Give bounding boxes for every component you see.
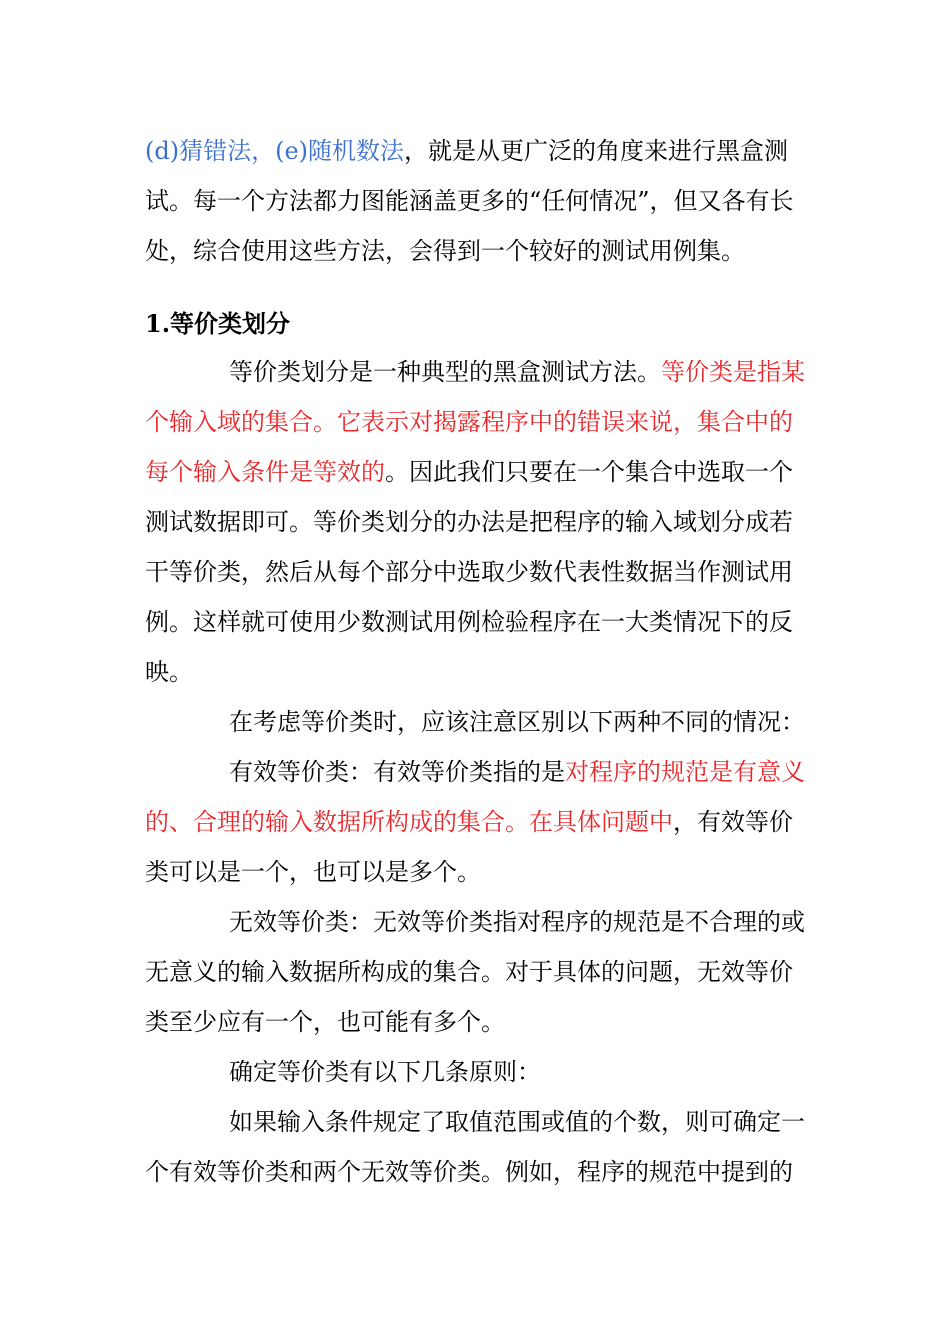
paragraph-1-highlight: 等价类是指某个输入域的集合。它表示对揭露程序中的错误来说，集合中的每个输入条件是等效的 bbox=[145, 358, 805, 486]
paragraph-3 bbox=[145, 747, 807, 897]
paragraph-1-text-b: 。因此我们只要在一个集合中选取一个测试数据即可。等价类划分的办法是把程序的输入域划分成若干等价类，然后从每个部分中选取少数代表性数据当作测试用例。这样就可使用少数测试用例检验程序在一大类情况下的反映。 bbox=[145, 458, 793, 686]
paragraph-1-text-a: 等价类划分是一种典型的黑盒测试方法。 bbox=[229, 358, 661, 386]
intro-paragraph bbox=[145, 126, 807, 276]
paragraph-6: 如果输入条件规定了取值范围或值的个数，则可确定一个有效等价类和两个无效等价类。例如，程序的规范中提到的 bbox=[145, 1108, 805, 1186]
paragraph-2: 在考虑等价类时，应该注意区别以下两种不同的情况： bbox=[229, 708, 805, 736]
paragraph-3-highlight: 对程序的规范是有意义的、合理的输入数据所构成的集合。在具体问题中 bbox=[145, 758, 805, 836]
paragraph-3-text-b: ，有效等价类可以是一个，也可以是多个。 bbox=[145, 808, 793, 886]
intro-text: ，就是从更广泛的角度来进行黑盒测试。每一个方法都力图能涵盖更多的“任何情况”，但又各有长处，综合使用这些方法，会得到一个较好的测试用例集。 bbox=[145, 137, 794, 265]
paragraph-3-text-a: 有效等价类：有效等价类指的是 bbox=[229, 758, 565, 786]
paragraph-1 bbox=[145, 347, 807, 697]
paragraph-5: 确定等价类有以下几条原则： bbox=[229, 1058, 541, 1086]
intro-blue-text-1: (d)猜错法， bbox=[145, 137, 276, 165]
paragraph-4: 无效等价类：无效等价类指对程序的规范是不合理的或无意义的输入数据所构成的集合。对于具体的问题，无效等价类至少应有一个，也可能有多个。 bbox=[145, 908, 805, 1036]
section-heading: 1.等价类划分 bbox=[145, 309, 291, 338]
intro-blue-text-2: (e)随机数法 bbox=[275, 137, 405, 165]
